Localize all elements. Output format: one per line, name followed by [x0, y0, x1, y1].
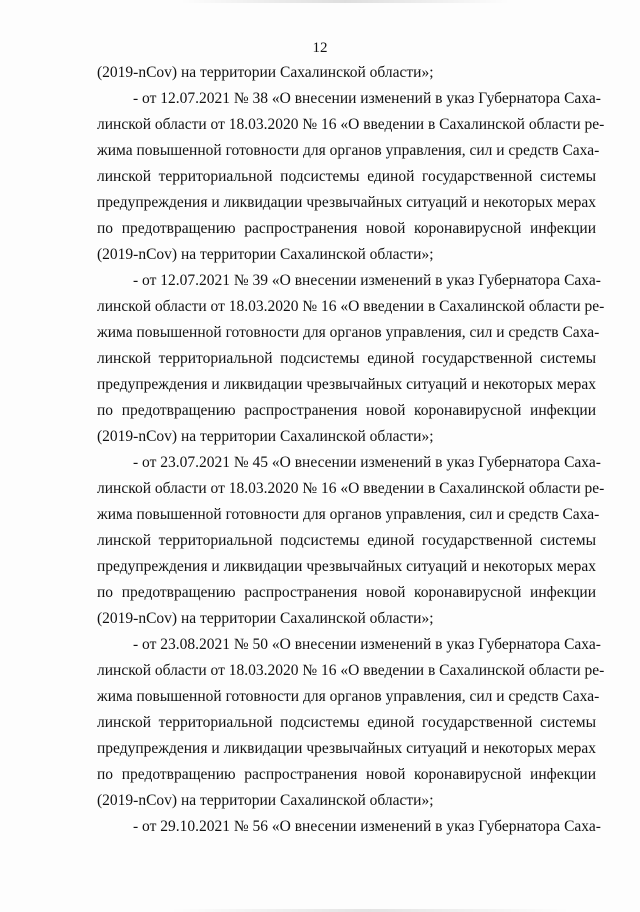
text-line: (2019-nCov) на территории Сахалинской области»; — [97, 610, 434, 627]
text-line: (2019-nCov) на территории Сахалинской области»; — [97, 428, 434, 445]
text-line: предупреждения и ликвидации чрезвычайных ситуаций и некоторых мерах — [97, 558, 596, 575]
list-item-start: - от 23.07.2021 № 45 «О внесении изменений в указ Губернатора Саха- — [133, 454, 601, 471]
text-line: линской территориальной подсистемы единой государственной системы — [97, 350, 596, 367]
text-line: (2019-nCov) на территории Сахалинской области»; — [97, 64, 434, 81]
text-line: по предотвращению распространения новой коронавирусной инфекции — [97, 402, 596, 419]
text-line: жима повышенной готовности для органов управления, сил и средств Саха- — [97, 688, 600, 705]
list-item-start: - от 23.08.2021 № 50 «О внесении изменений в указ Губернатора Саха- — [133, 636, 601, 653]
text-line: линской области от 18.03.2020 № 16 «О введении в Сахалинской области ре- — [97, 298, 605, 315]
text-line: по предотвращению распространения новой коронавирусной инфекции — [97, 584, 596, 601]
text-line: линской территориальной подсистемы единой государственной системы — [97, 714, 596, 731]
list-item-start: - от 29.10.2021 № 56 «О внесении изменений в указ Губернатора Саха- — [133, 818, 601, 835]
text-line: предупреждения и ликвидации чрезвычайных ситуаций и некоторых мерах — [97, 194, 596, 211]
text-line: линской территориальной подсистемы единой государственной системы — [97, 532, 596, 549]
text-line: по предотвращению распространения новой коронавирусной инфекции — [97, 220, 596, 237]
scan-artifact-top — [180, 0, 510, 3]
text-line: жима повышенной готовности для органов управления, сил и средств Саха- — [97, 506, 600, 523]
text-line: жима повышенной готовности для органов управления, сил и средств Саха- — [97, 324, 600, 341]
page-number: 12 — [312, 40, 328, 56]
text-line: (2019-nCov) на территории Сахалинской области»; — [97, 246, 434, 263]
text-line: линской области от 18.03.2020 № 16 «О введении в Сахалинской области ре- — [97, 480, 605, 497]
text-line: (2019-nCov) на территории Сахалинской области»; — [97, 792, 434, 809]
text-line: по предотвращению распространения новой коронавирусной инфекции — [97, 766, 596, 783]
text-line: линской области от 18.03.2020 № 16 «О введении в Сахалинской области ре- — [97, 116, 605, 133]
text-line: предупреждения и ликвидации чрезвычайных ситуаций и некоторых мерах — [97, 376, 596, 393]
text-line: линской территориальной подсистемы единой государственной системы — [97, 168, 596, 185]
text-line: предупреждения и ликвидации чрезвычайных ситуаций и некоторых мерах — [97, 740, 596, 757]
list-item-start: - от 12.07.2021 № 38 «О внесении изменений в указ Губернатора Саха- — [133, 90, 601, 107]
text-line: жима повышенной готовности для органов управления, сил и средств Саха- — [97, 142, 600, 159]
text-line: линской области от 18.03.2020 № 16 «О введении в Сахалинской области ре- — [97, 662, 605, 679]
list-item-start: - от 12.07.2021 № 39 «О внесении изменений в указ Губернатора Саха- — [133, 272, 601, 289]
